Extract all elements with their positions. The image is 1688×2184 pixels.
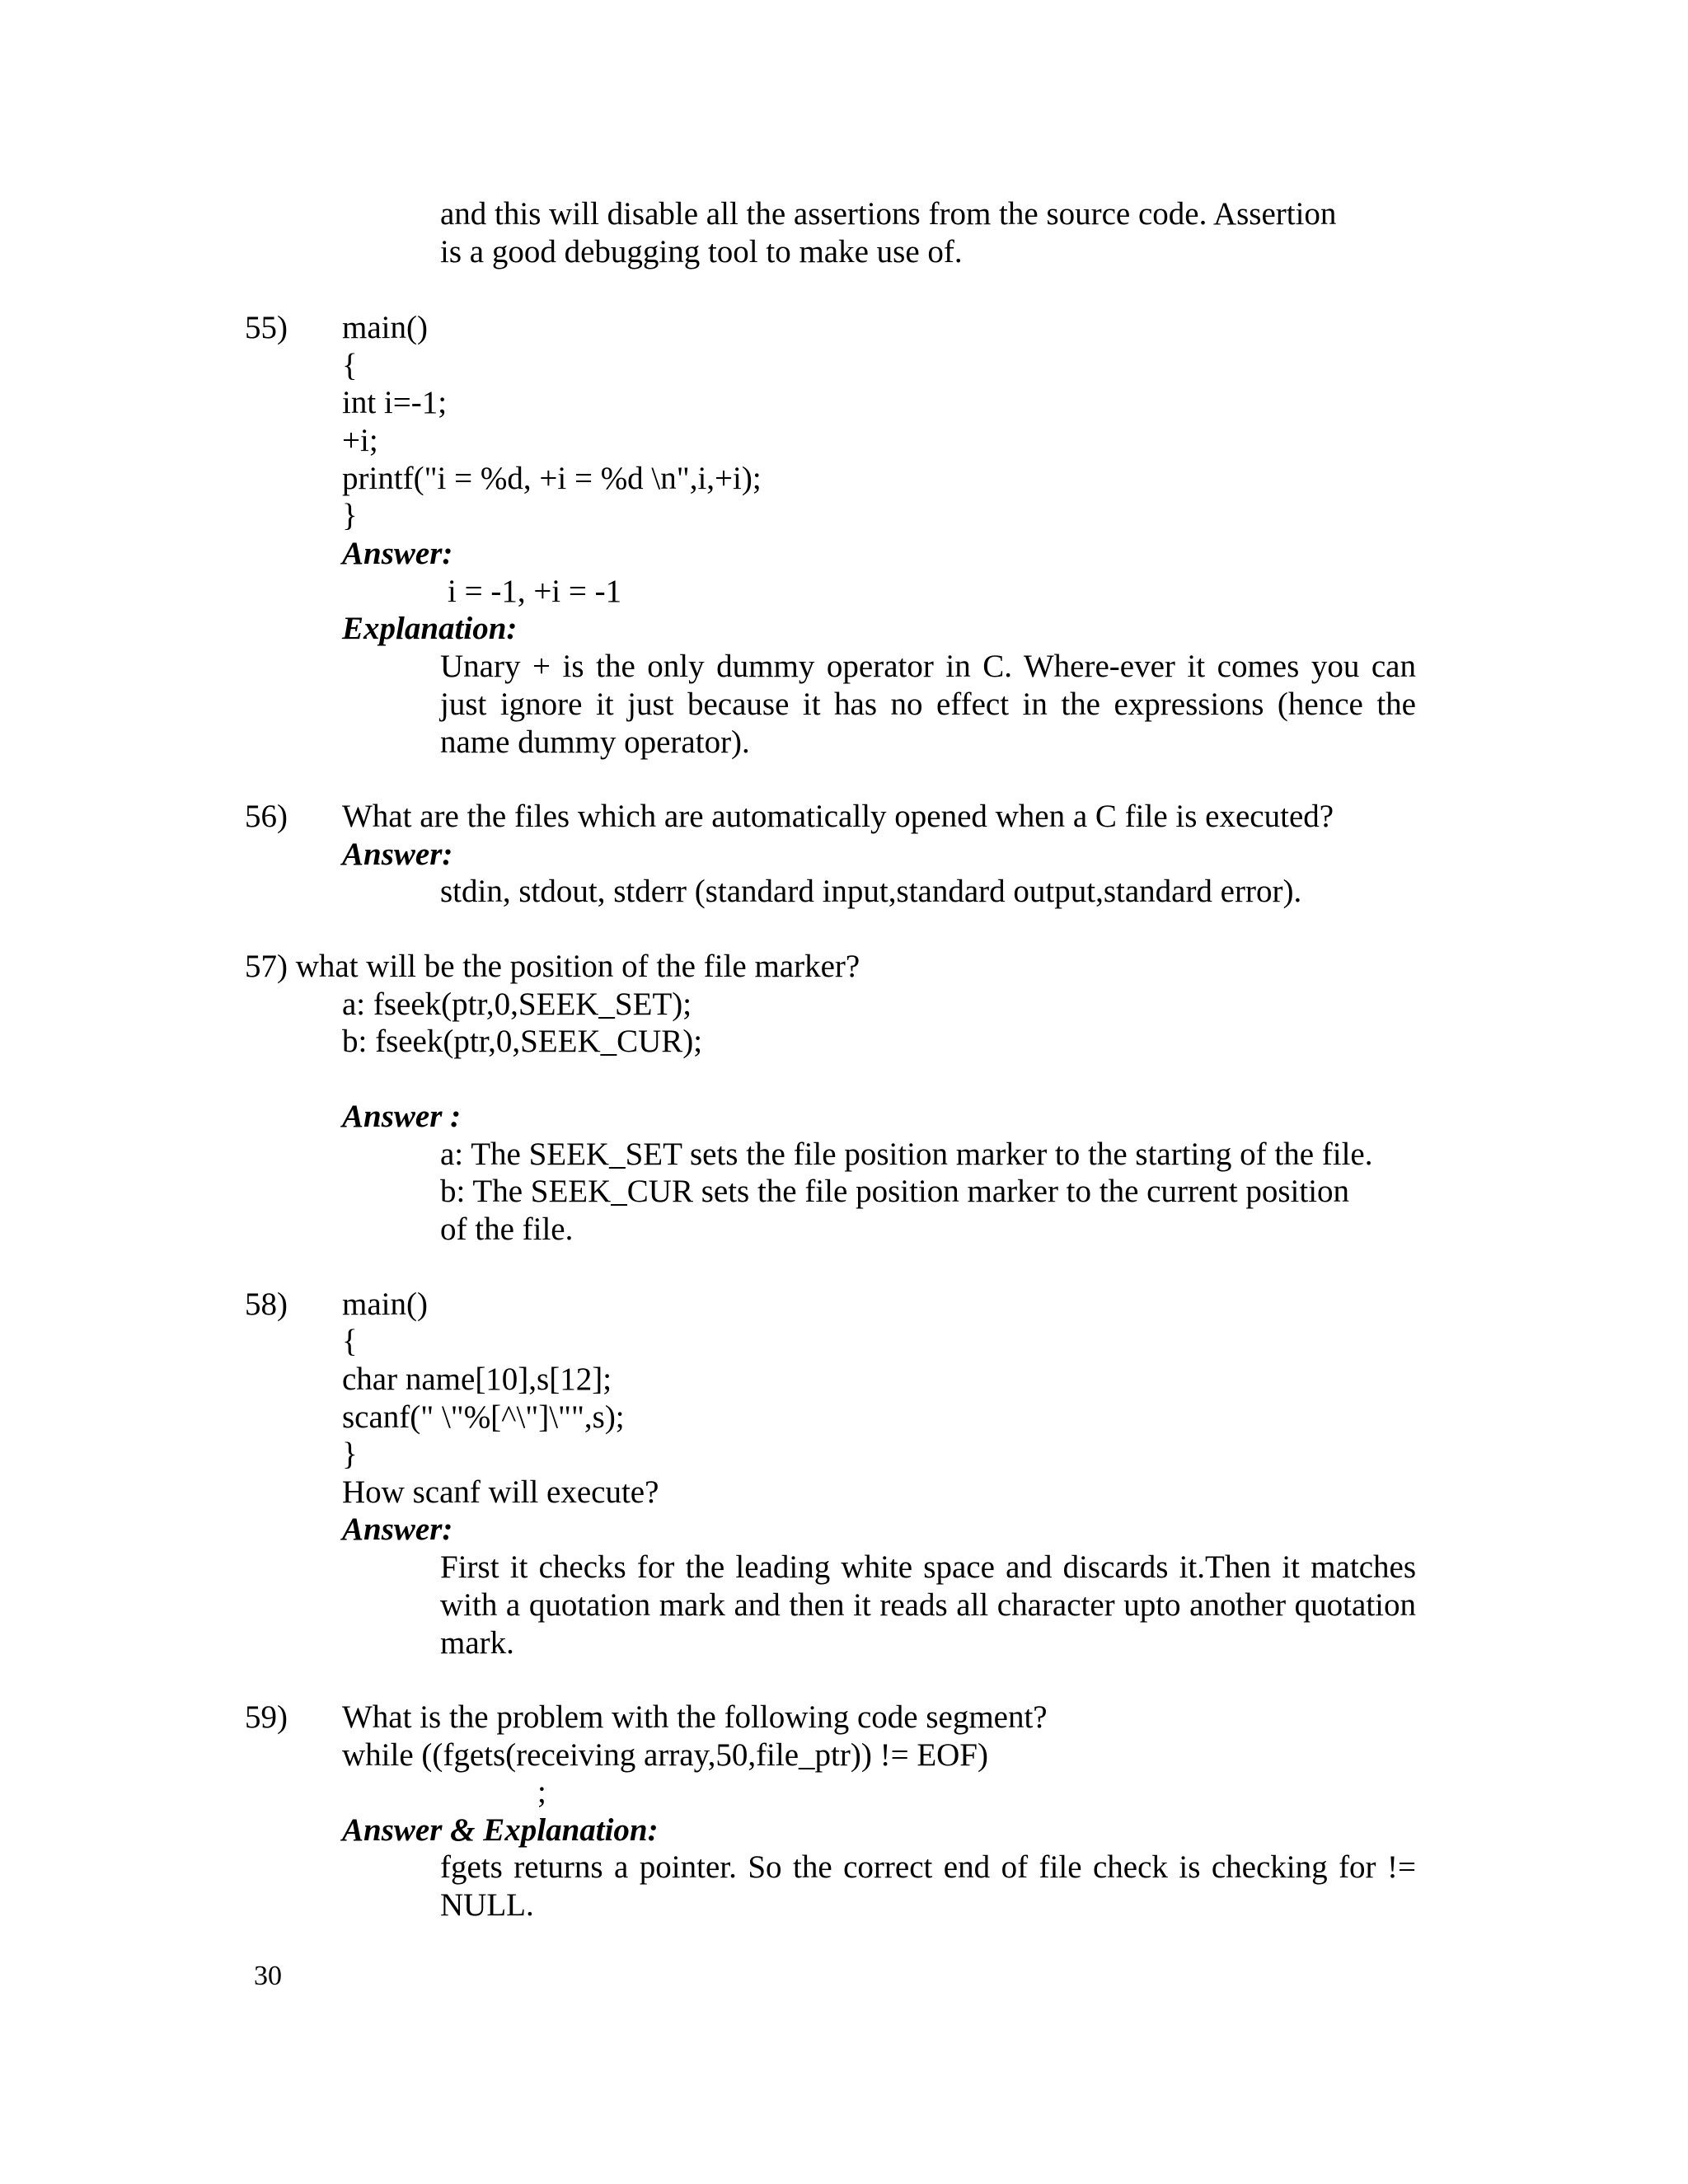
answer-label: Answer & Explanation:: [342, 1812, 659, 1848]
page-number: 30: [254, 1961, 282, 1991]
explanation-text: Unary + is the only dummy operator in C. Where-ever it comes you can just ignore it just because it has no effect in the expressions (hence the name dummy operator).: [440, 649, 1416, 760]
question-58-number: 58): [245, 1286, 288, 1322]
intro-line-2: is a good debugging tool to make use of.: [440, 234, 963, 269]
answer-line: b: The SEEK_CUR sets the file position marker to the current position: [440, 1174, 1350, 1209]
question-57-text: 57) what will be the position of the file marker?: [245, 949, 860, 984]
code-line: int i=-1;: [342, 385, 448, 420]
code-line: ;: [537, 1774, 546, 1810]
answer-line: a: The SEEK_SET sets the file position marker to the starting of the file.: [440, 1137, 1373, 1172]
code-line: scanf(" \"%[^\"]\"",s);: [342, 1399, 625, 1435]
question-59-text: What is the problem with the following code segment?: [342, 1699, 1048, 1735]
answer-label: Answer:: [342, 837, 453, 872]
answer-text: i = -1, +i = -1: [448, 574, 622, 609]
code-line: {: [342, 348, 358, 383]
question-58-text: How scanf will execute?: [342, 1474, 659, 1510]
answer-label: Answer:: [342, 536, 453, 571]
question-56-number: 56): [245, 799, 288, 834]
explanation-label: Explanation:: [342, 611, 518, 646]
code-line: main(): [342, 1286, 428, 1322]
answer-text: First it checks for the leading white space and discards it.Then it matches with a quotation mark and then it reads all character upto another quotation mark.: [440, 1549, 1416, 1661]
code-line: main(): [342, 310, 428, 345]
code-line: }: [342, 498, 358, 533]
answer-line: of the file.: [440, 1212, 574, 1247]
answer-label: Answer :: [342, 1099, 462, 1134]
question-56-text: What are the files which are automatically opened when a C file is executed?: [342, 799, 1334, 834]
answer-text: stdin, stdout, stderr (standard input,standard output,standard error).: [440, 874, 1302, 909]
answer-text: fgets returns a pointer. So the correct end of file check is checking for != NULL.: [440, 1849, 1416, 1923]
option-a: a: fseek(ptr,0,SEEK_SET);: [342, 987, 692, 1022]
code-line: char name[10],s[12];: [342, 1361, 612, 1397]
option-b: b: fseek(ptr,0,SEEK_CUR);: [342, 1024, 703, 1059]
code-line: printf("i = %d, +i = %d \n",i,+i);: [342, 461, 762, 496]
answer-label: Answer:: [342, 1511, 453, 1547]
question-55-number: 55): [245, 310, 288, 345]
question-59-number: 59): [245, 1699, 288, 1735]
code-line: }: [342, 1436, 358, 1472]
code-line: +i;: [342, 423, 378, 458]
code-line: {: [342, 1324, 358, 1359]
intro-line-1: and this will disable all the assertions from the source code. Assertion: [440, 196, 1337, 232]
code-line: while ((fgets(receiving array,50,file_ptr)) != EOF): [342, 1737, 988, 1773]
